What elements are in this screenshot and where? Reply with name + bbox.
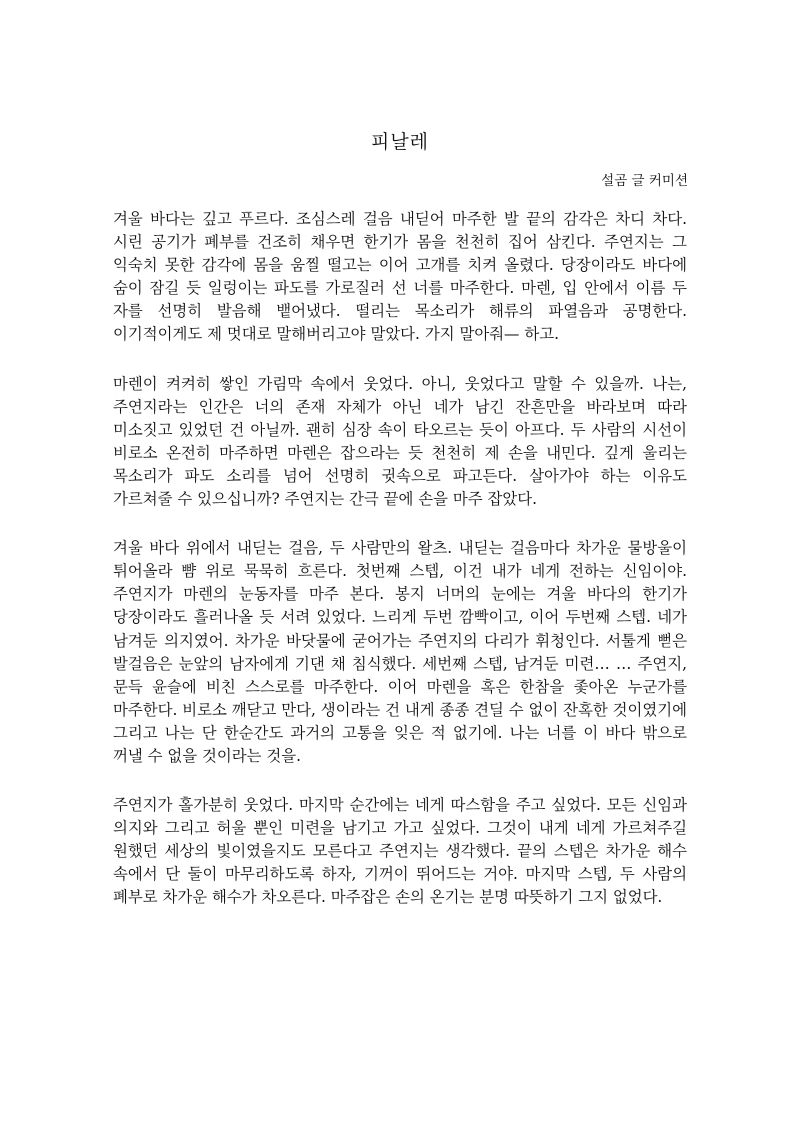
paragraph-4: 주연지가 홀가분히 웃었다. 마지막 순간에는 네게 따스함을 주고 싶었다. 모든 신임과 의지와 그리고 허울 뿐인 미련을 남기고 가고 싶었다. 그것이 내게 네게 가르쳐주길 원했던 세상의 빛이였을지도 모른다고 주연지는 생각했다. 끝의 스텝은 차가운 해수 속에서 단 둘이 마무리하도록 하자, 기꺼이 뛰어드는 거야. 마지막 스텝, 두 사람의 폐부로 차가운 해수가 차오른다. 마주잡은 손의 온기는 분명 따뜻하기 그지 없었다. <box>113 796 687 907</box>
paragraph-3: 겨울 바다 위에서 내딛는 걸음, 두 사람만의 왈츠. 내딛는 걸음마다 차가운 물방울이 튀어올라 뺨 위로 묵묵히 흐른다. 첫번째 스텝, 이건 내가 네게 전하는 신임이야. 주연지가 마렌의 눈동자를 마주 본다. 봉지 너머의 눈에는 겨울 바다의 한기가 당장이라도 흘러나올 듯 서려 있었다. 느리게 두번 깜빡이고, 이어 두번째 스텝. 네가 남겨둔 의지였어. 차가운 바닷물에 굳어가는 주연지의 다리가 휘청인다. 서툴게 뻗은 발걸음은 눈앞의 남자에게 기댄 채 침식했다. 세번째 스텝, 남겨둔 미련… … 주연지, 문득 윤슬에 비친 스스로를 마주한다. 이어 마렌을 혹은 한참을 좇아온 누군가를 마주한다. 비로소 깨닫고 만다, 생이라는 건 내게 종종 견딜 수 없이 잔혹한 것이였기에 그리고 나는 단 한순간도 과거의 고통을 잊은 적 없기에. 나는 너를 이 바다 밖으로 꺼낼 수 없을 것이라는 것을. <box>113 539 687 765</box>
paragraph-2: 마렌이 켜켜히 쌓인 가림막 속에서 웃었다. 아니, 웃었다고 말할 수 있을까. 나는, 주연지라는 인간은 너의 존재 자체가 아닌 네가 남긴 잔흔만을 바라보며 따라 미소짓고 있었던 건 아닐까. 괜히 심장 속이 타오르는 듯이 아프다. 두 사람의 시선이 비로소 온전히 마주하면 마렌은 잡으라는 듯 천천히 제 손을 내민다. 깊게 울리는 목소리가 파도 소리를 넘어 선명히 귓속으로 파고든다. 살아가야 하는 이유도 가르쳐줄 수 있으십니까? 주연지는 간극 끝에 손을 마주 잡았다. <box>113 374 687 509</box>
document-body <box>113 208 687 936</box>
document-title: 피날레 <box>370 131 430 153</box>
document-byline: 설곰 글 커미션 <box>601 173 688 189</box>
paragraph-1: 겨울 바다는 깊고 푸르다. 조심스레 걸음 내딛어 마주한 발 끝의 감각은 차디 차다. 시린 공기가 폐부를 건조히 채우면 한기가 몸을 천천히 집어 삼킨다. 주연지는 그 익숙치 못한 감각에 몸을 움찔 떨고는 이어 고개를 치켜 올렸다. 당장이라도 바다에 숨이 잠길 듯 일렁이는 파도를 가로질러 선 너를 마주한다. 마렌, 입 안에서 이름 두 자를 선명히 발음해 뱉어냈다. 떨리는 목소리가 해류의 파열음과 공명한다. 이기적이게도 제 멋대로 말해버리고야 말았다. 가지 말아줘— 하고. <box>113 210 687 344</box>
